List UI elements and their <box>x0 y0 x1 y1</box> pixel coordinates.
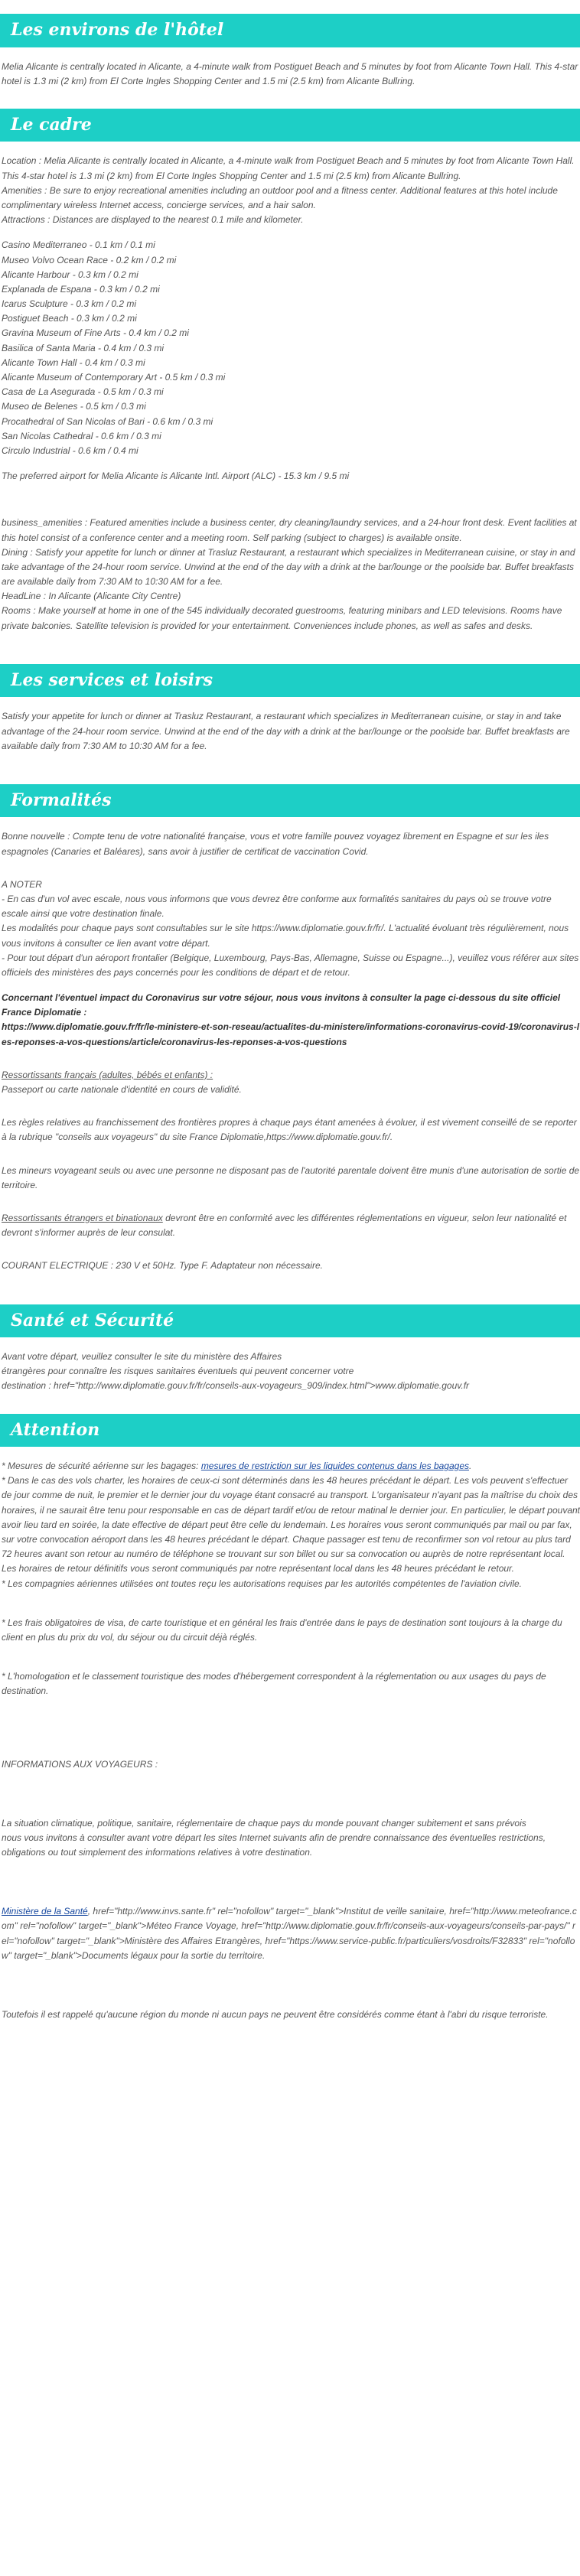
list-item: Circulo Industrial - 0.6 km / 0.4 mi <box>2 445 138 456</box>
ministere-link[interactable]: Ministère de la Santé <box>2 1906 88 1917</box>
list-item: Explanada de Espana - 0.3 km / 0.2 mi <box>2 283 160 295</box>
covid-notice: Concernant l'éventuel impact du Coronavirus sur votre séjour, nous vous invitons à consulter la page ci-dessous du site officiel France Diplomatie : <box>2 992 561 1018</box>
frais-text: * Les frais obligatoires de visa, de carte touristique et en général les frais d'entrée dans le pays de destination sont toujours à la charge du client en plus du prix du vol, du séjour ou du circuit déjà réglés. <box>2 1617 562 1643</box>
ministere-text: , href="http://www.invs.sante.fr" rel="nofollow" target="_blank">Institut de veille sanitaire, href="http://www.meteofrance.com" rel="nofollow" target="_blank">Méteo France Voyage, href="http://www.diplomatie.gouv.fr/fr/conseils-aux-voyageurs/conseils-par-pays/" rel="nofollow" target="_blank">Ministère des Affaires Etrangères, href="https://www.service-public.fr/particuliers/vosdroits/F32833" rel="nofollow" target="_blank">Documents légaux pour la sortie du territoire. <box>2 1906 577 1961</box>
section-attention <box>0 1414 580 2023</box>
cadre-location: Location : Melia Alicante is centrally located in Alicante, a 4-minute walk from Postiguet Beach and 5 minutes by foot from Alicante Town Hall. This 4-star hotel is 1.3 mi (2 km) from El Corte Ingles Shopping Center and 1.5 mi (2.5 km) from Alicante Bullring. <box>2 155 575 181</box>
note-3: - Pour tout départ d'un aéroport frontalier (Belgique, Luxembourg, Pays-Bas, Allemagne, Suisse ou Espagne...), veuillez vous référer aux sites officiels des ministères des pays concernés pour les conditions de départ et de retour. <box>2 952 579 978</box>
mesures-link[interactable]: mesures de restriction sur les liquides contenus dans les bagages <box>200 1461 470 1472</box>
note-title: A NOTER <box>2 878 42 890</box>
mesures-pre: * Mesures de sécurité aérienne sur les bagages: <box>2 1461 201 1472</box>
etrangers-text: devront être en conformité avec les différentes réglementations en vigueur, selon leur nationalité et devront s'informer auprès de leur consulat. <box>2 1212 567 1239</box>
list-item: Alicante Harbour - 0.3 km / 0.2 mi <box>2 269 138 280</box>
section-title-services: Les services et loisirs <box>0 664 580 698</box>
list-item: Alicante Museum of Contemporary Art - 0.5 km / 0.3 mi <box>2 372 226 383</box>
services-text: Satisfy your appetite for lunch or dinner at Trasluz Restaurant, a restaurant which specializes in Mediterranean cuisine, or stay in and take advantage of the 24-hour room service. Unwind at the end of the day with a drink at the bar/lounge or the poolside bar. Buffet breakfasts are available daily from 7:30 AM to 10:30 AM for a fee. <box>2 711 570 751</box>
cadre-dining: Dining : Satisfy your appetite for lunch or dinner at Trasluz Restaurant, a restaurant which specializes in Mediterranean cuisine, or stay in and take advantage of the 24-hour room service. Unwind at the end of the day with a drink at the bar/lounge or the poolside bar. Buffet breakfasts are available daily from 7:30 AM to 10:30 AM for a fee. <box>2 546 575 588</box>
environs-text: Melia Alicante is centrally located in Alicante, a 4-minute walk from Postiguet Beach and 5 minutes by foot from Alicante Town Hall. This 4-star hotel is 1.3 mi (2 km) from El Corte Ingles Shopping Center and 1.5 mi (2.5 km) from Alicante Bullring. <box>2 60 578 86</box>
etrangers-paragraph <box>2 1211 580 1240</box>
cadre-business: business_amenities : Featured amenities include a business center, dry cleaning/laundry services, and a 24-hour front desk. Event facilities at this hotel consist of a conference center and a meeting room. Self parking (subject to charges) is available onsite. <box>2 517 577 543</box>
toutefois-text: Toutefois il est rappelé qu'aucune région du monde ni aucun pays ne peuvent être considérés comme étant à l'abri du risque terroriste. <box>2 2009 549 2020</box>
list-item: Procathedral of San Nicolas of Bari - 0.6 km / 0.3 mi <box>2 415 213 427</box>
regles-text: Les règles relatives au franchissement des frontières propres à chaque pays étant amenées à évoluer, il est vivement conseillé de se reporter à la rubrique "conseils aux voyageurs" du site France Diplomatie,https://www.diplomatie.gouv.fr/. <box>2 1117 577 1143</box>
mesures-paragraph <box>2 1459 580 1474</box>
cadre-attractions: Attractions : Distances are displayed to the nearest 0.1 mile and kilometer. <box>2 214 304 226</box>
info-title: INFORMATIONS AUX VOYAGEURS : <box>2 1758 158 1770</box>
cadre-airport: The preferred airport for Melia Alicante is Alicante Intl. Airport (ALC) - 15.3 km / 9.5 mi <box>2 471 350 482</box>
section-environs <box>0 14 580 89</box>
list-item: Alicante Town Hall - 0.4 km / 0.3 mi <box>2 357 145 368</box>
cadre-amenities: Amenities : Be sure to enjoy recreational amenities including an outdoor pool and a fitness center. Additional features at this hotel include complimentary wireless Internet access, concierge services, and a hair salon. <box>2 184 558 210</box>
sante-line-2: étrangères pour connaître les risques sanitaires éventuels qui peuvent concerner votre <box>2 1366 354 1377</box>
cadre-headline: HeadLine : In Alicante (Alicante City Centre) <box>2 591 181 602</box>
compagnies-text: * Les compagnies aériennes utilisées ont toutes reçu les autorisations requises par les autorités compétentes de l'aviation civile. <box>2 1578 522 1589</box>
section-title-sante: Santé et Sécurité <box>0 1304 580 1338</box>
list-item: Casa de La Asegurada - 0.5 km / 0.3 mi <box>2 386 164 398</box>
list-item: Museo de Belenes - 0.5 km / 0.3 mi <box>2 401 146 412</box>
list-item: San Nicolas Cathedral - 0.6 km / 0.3 mi <box>2 430 161 441</box>
section-title-environs: Les environs de l'hôtel <box>0 14 580 47</box>
etrangers-link[interactable]: Ressortissants étrangers et binationaux <box>2 1212 163 1223</box>
covid-link[interactable]: https://www.diplomatie.gouv.fr/fr/le-ministere-et-son-reseau/actualites-du-ministere/informations-coronavirus-covid-19/coronavirus-les-reponses-a-vos-questions/article/coronavirus-les-reponses-a-vos-questions <box>2 1021 580 1047</box>
formalites-intro: Bonne nouvelle : Compte tenu de votre nationalité française, vous et votre famille pouvez voyagez librement en Espagne et sur les iles espagnoles (Canaries et Baléares), sans avoir à justifier de certificat de vaccination Covid. <box>2 831 549 857</box>
ministere-paragraph <box>2 1904 580 1963</box>
sante-line-3: destination : href="http://www.diplomatie.gouv.fr/fr/conseils-aux-voyageurs_909/index.html">www.diplomatie.gouv.fr <box>2 1380 470 1392</box>
list-item: Icarus Sculpture - 0.3 km / 0.2 mi <box>2 298 137 310</box>
section-title-cadre: Le cadre <box>0 109 580 142</box>
list-item: Gravina Museum of Fine Arts - 0.4 km / 0.2 mi <box>2 327 189 339</box>
situation-text-1: La situation climatique, politique, sanitaire, réglementaire de chaque pays du monde pouvant changer subitement et sans prévois <box>2 1817 526 1829</box>
note-1: - En cas d'un vol avec escale, nous vous informons que vous devrez être conforme aux formalités sanitaires du pays où se trouve votre escale ainsi que votre destination finale. <box>2 893 552 920</box>
places-list <box>2 238 580 458</box>
section-services <box>0 664 580 754</box>
list-item: Postiguet Beach - 0.3 km / 0.2 mi <box>2 313 137 324</box>
section-title-formalites: Formalités <box>0 784 580 818</box>
section-title-attention: Attention <box>0 1414 580 1448</box>
situation-text-2: nous vous invitons à consulter avant votre départ les sites Internet suivants afin de prendre connaissance des éventuelles restrictions, obligations ou tout simplement des informations relatives à votre destination. <box>2 1832 546 1858</box>
mesures-post: . <box>469 1461 472 1472</box>
mineurs-text: Les mineurs voyageant seuls ou avec une personne ne disposant pas de l'autorité parentale doivent être munis d'une autorisation de sortie de territoire. <box>2 1164 580 1190</box>
section-formalites <box>0 784 580 1274</box>
vols-text: * Dans le cas des vols charter, les horaires de ceux-ci sont déterminés dans les 48 heures précédant le départ. Les vols peuvent s'effectuer de jour comme de nuit, le premier et le dernier jour du voyage étant consacré au transport. L'organisateur n'ayant pas la maîtrise du choix des horaires, il ne saurait être tenu pour responsable en cas de départ tardif et/ou de retour matinal le dernier jour. En particulier, le départ pouvant avoir lieu tard en soirée, la date effective de départ peut être celle du lendemain. Les horaires vous seront communiqués par mail ou par fax, sur votre convocation aéroport dans les 48 heures précédant le départ. Chaque passager est tenu de reconfirmer son vol retour au plus tard 72 heures avant son retour au numéro de téléphone se trouvant sur son billet ou sur sa convocation ou auprès de notre représentant local. Les horaires de retour définitifs vous seront communiqués par notre représentant local dans les 48 heures précédant le retour. <box>2 1475 580 1575</box>
cadre-rooms: Rooms : Make yourself at home in one of the 545 individually decorated guestrooms, featuring minibars and LED televisions. Rooms have private balconies. Satellite television is provided for your entertainment. Conveniences include phones, as well as safes and desks. <box>2 605 562 631</box>
homologation-text: * L'homologation et le classement touristique des modes d'hébergement correspondent à la réglementation ou aux usages du pays de destination. <box>2 1671 546 1697</box>
section-sante <box>0 1304 580 1394</box>
note-2: Les modalités pour chaque pays sont consultables sur le site https://www.diplomatie.gouv.fr/fr/. L'actualité évoluant très régulièrement, nous vous invitons à consulter ce lien avant votre départ. <box>2 923 569 949</box>
ressortissants-title: Ressortissants français (adultes, bébés et enfants) : <box>2 1069 213 1080</box>
courant-text: COURANT ELECTRIQUE : 230 V et 50Hz. Type F. Adaptateur non nécessaire. <box>2 1260 323 1272</box>
sante-line-1: Avant votre départ, veuillez consulter le site du ministère des Affaires <box>2 1351 282 1362</box>
list-item: Basilica of Santa Maria - 0.4 km / 0.3 mi <box>2 342 165 353</box>
section-cadre <box>0 109 580 633</box>
list-item: Museo Volvo Ocean Race - 0.2 km / 0.2 mi <box>2 254 177 265</box>
ressortissants-text: Passeport ou carte nationale d'identité en cours de validité. <box>2 1084 242 1095</box>
list-item: Casino Mediterraneo - 0.1 km / 0.1 mi <box>2 239 155 251</box>
